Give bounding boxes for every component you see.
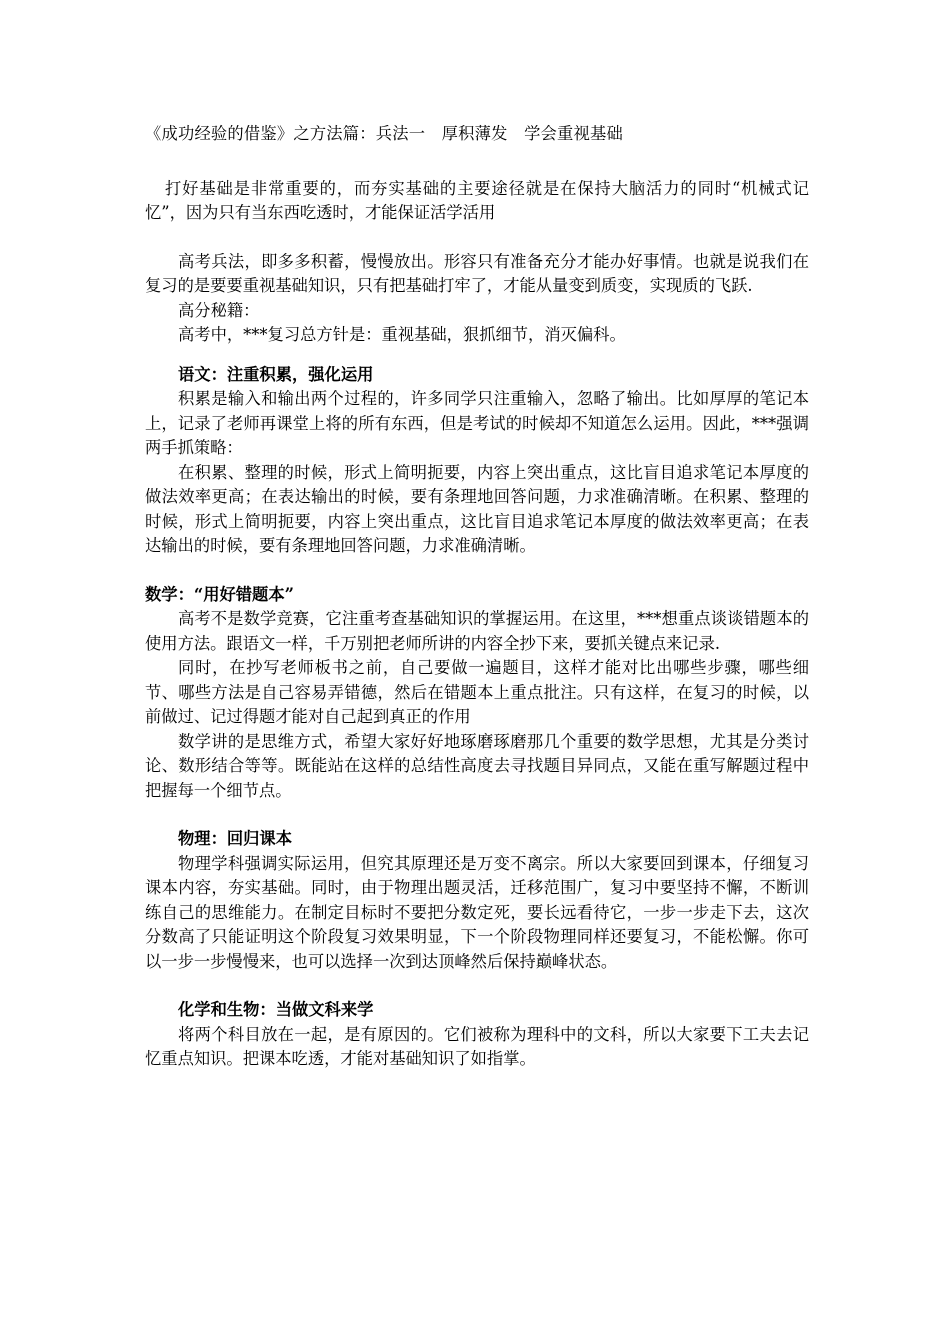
section-paragraph: 高考不是数学竞赛，它注重考查基础知识的掌握运用。在这里，***想重点谈谈错题本的使用方法。跟语文一样，千万别把老师所讲的内容全抄下来，要抓关键点来记录. xyxy=(145,609,809,653)
intro-paragraph: 打好基础是非常重要的，而夯实基础的主要途径就是在保持大脑活力的同时“机械式记忆”，因为只有当东西吃透时，才能保证活学活用 xyxy=(145,178,809,222)
secret-text: 高考中，***复习总方针是：重视基础，狠抓细节，消灭偏科。 xyxy=(178,325,626,344)
section-paragraph: 物理学科强调实际运用，但究其原理还是万变不离宗。所以大家要回到课本，仔细复习课本内容，夯实基础。同时，由于物理出题灵活，迁移范围广，复习中要坚持不懈，不断训练自己的思维能力。在制定目标时不要把分数定死，要长远看待它，一步一步走下去，这次分数高了只能证明这个阶段复习效果明显，下一个阶段物理同样还要复习，不能松懈。你可以一步一步慢慢来，也可以选择一次到达顶峰然后保持巅峰状态。 xyxy=(145,853,809,971)
section-heading-chinese: 语文：注重积累，强化运用 xyxy=(178,364,374,384)
section-heading-math: 数学：“用好错题本” xyxy=(145,584,294,604)
section-paragraph: 在积累、整理的时候，形式上简明扼要，内容上突出重点，这比盲目追求笔记本厚度的做法效率更高；在表达输出的时候，要有条理地回答问题，力求准确清晰。在积累、整理的时候，形式上简明扼要，内容上突出重点，这比盲目追求笔记本厚度的做法效率更高；在表达输出的时候，要有条理地回答问题，力求准确清晰。 xyxy=(145,462,809,555)
section-paragraph: 积累是输入和输出两个过程的，许多同学只注重输入，忽略了输出。比如厚厚的笔记本上，记录了老师再课堂上将的所有东西，但是考试的时候却不知道怎么运用。因此，***强调两手抓策略： xyxy=(145,389,809,457)
strategy-paragraph: 高考兵法，即多多积蓄，慢慢放出。形容只有准备充分才能办好事情。也就是说我们在复习的是要要重视基础知识，只有把基础打牢了，才能从量变到质变，实现质的飞跃. xyxy=(145,251,809,295)
document-title: 《成功经验的借鉴》之方法篇：兵法一 厚积薄发 学会重视基础 xyxy=(145,124,623,143)
document-body xyxy=(145,122,809,1072)
section-heading-chem-bio: 化学和生物：当做文科来学 xyxy=(178,1000,374,1019)
section-paragraph: 将两个科目放在一起，是有原因的。它们被称为理科中的文科，所以大家要下工夫去记忆重点知识。把课本吃透，才能对基础知识了如指掌。 xyxy=(145,1024,809,1068)
secret-label: 高分秘籍： xyxy=(178,300,260,320)
section-heading-physics: 物理：回归课本 xyxy=(178,829,292,848)
section-paragraph: 数学讲的是思维方式，希望大家好好地琢磨琢磨那几个重要的数学思想，尤其是分类讨论、数形结合等等。既能站在这样的总结性高度去寻找题目异同点，又能在重写解题过程中把握每一个细节点。 xyxy=(145,731,809,800)
section-paragraph: 同时，在抄写老师板书之前，自己要做一遍题目，这样才能对比出哪些步骤，哪些细节、哪些方法是自己容易弄错德，然后在错题本上重点批注。只有这样，在复习的时候，以前做过、记过得题才能对自己起到真正的作用 xyxy=(145,658,809,726)
